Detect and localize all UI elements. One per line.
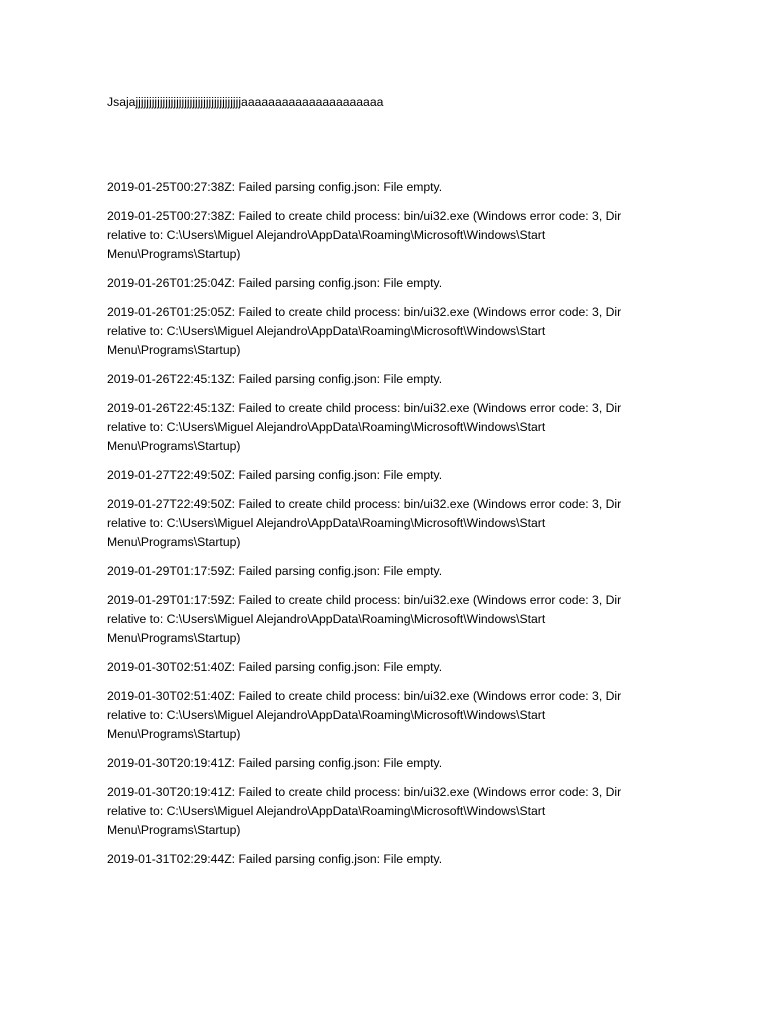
log-entry: 2019-01-30T20:19:41Z: Failed parsing config.json: File empty.	[107, 756, 443, 770]
log-entry: 2019-01-30T02:51:40Z: Failed to create child process: bin/ui32.exe (Windows error code: 3, Dir relative to: C:\Users\Miguel Alejandro\AppData\Roaming\Microsoft\Windows\Start Menu\Programs\Startup)	[107, 689, 622, 741]
log-entry: 2019-01-26T22:45:13Z: Failed parsing config.json: File empty.	[107, 372, 443, 386]
log-entry: 2019-01-29T01:17:59Z: Failed to create child process: bin/ui32.exe (Windows error code: 3, Dir relative to: C:\Users\Miguel Alejandro\AppData\Roaming\Microsoft\Windows\Start Menu\Programs\Startup)	[107, 593, 622, 645]
log-entry: 2019-01-27T22:49:50Z: Failed to create child process: bin/ui32.exe (Windows error code: 3, Dir relative to: C:\Users\Miguel Alejandro\AppData\Roaming\Microsoft\Windows\Start Menu\Programs\Startup)	[107, 497, 622, 549]
log-entry: 2019-01-30T20:19:41Z: Failed to create child process: bin/ui32.exe (Windows error code: 3, Dir relative to: C:\Users\Miguel Alejandro\AppData\Roaming\Microsoft\Windows\Start Menu\Programs\Startup)	[107, 785, 622, 837]
log-entry: 2019-01-27T22:49:50Z: Failed parsing config.json: File empty.	[107, 468, 443, 482]
log-entry: 2019-01-25T00:27:38Z: Failed to create child process: bin/ui32.exe (Windows error code: 3, Dir relative to: C:\Users\Miguel Alejandro\AppData\Roaming\Microsoft\Windows\Start Menu\Programs\Startup)	[107, 209, 622, 261]
error-log	[107, 178, 652, 879]
log-entry: 2019-01-30T02:51:40Z: Failed parsing config.json: File empty.	[107, 660, 443, 674]
log-entry: 2019-01-26T22:45:13Z: Failed to create child process: bin/ui32.exe (Windows error code: 3, Dir relative to: C:\Users\Miguel Alejandro\AppData\Roaming\Microsoft\Windows\Start Menu\Programs\Startup)	[107, 401, 622, 453]
document-heading-text: Jsajajjjjjjjjjjjjjjjjjjjjjjjjjjjjjjjjjjjjjjjaaaaaaaaaaaaaaaaaaaaa	[107, 95, 384, 109]
log-entry: 2019-01-29T01:17:59Z: Failed parsing config.json: File empty.	[107, 564, 443, 578]
log-entry: 2019-01-26T01:25:04Z: Failed parsing config.json: File empty.	[107, 276, 443, 290]
log-entry: 2019-01-25T00:27:38Z: Failed parsing config.json: File empty.	[107, 180, 443, 194]
log-entry: 2019-01-31T02:29:44Z: Failed parsing config.json: File empty.	[107, 852, 443, 866]
log-entry: 2019-01-26T01:25:05Z: Failed to create child process: bin/ui32.exe (Windows error code: 3, Dir relative to: C:\Users\Miguel Alejandro\AppData\Roaming\Microsoft\Windows\Start Menu\Programs\Startup)	[107, 305, 622, 357]
